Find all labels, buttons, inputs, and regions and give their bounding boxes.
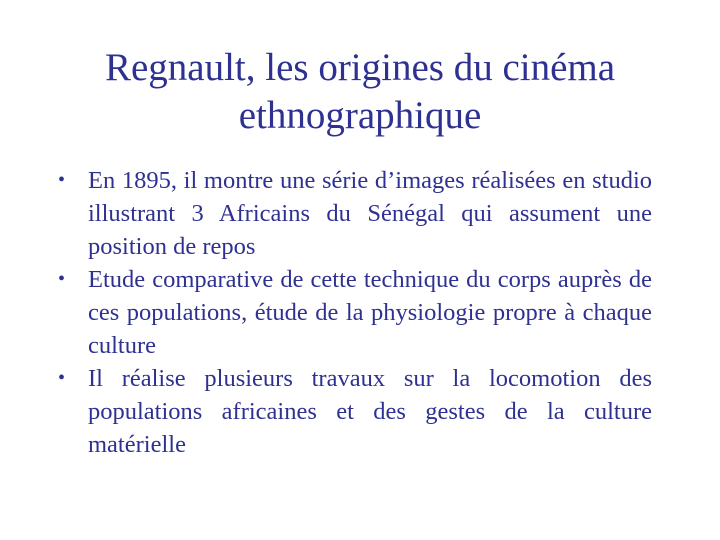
bullet-text-1: En 1895, il montre une série d’images réalisées en studio illustrant 3 Africains du Sénégal qui assument une position de repos	[88, 167, 652, 260]
bullet-icon: •	[58, 268, 66, 290]
bullet-list	[58, 164, 652, 461]
bullet-text-2: Etude comparative de cette technique du corps auprès de ces populations, étude de la physiologie propre à chaque culture	[88, 266, 652, 359]
bullet-icon: •	[58, 367, 66, 389]
bullet-item-1	[58, 164, 652, 263]
bullet-icon: •	[58, 169, 66, 191]
bullet-item-2	[58, 263, 652, 362]
bullet-text-3: Il réalise plusieurs travaux sur la locomotion des populations africaines et des gestes de la culture matérielle	[88, 365, 652, 458]
slide-title-line-2: ethnographique	[238, 93, 482, 137]
slide-title	[40, 44, 680, 140]
slide-title-line-1: Regnault, les origines du cinéma	[104, 46, 616, 89]
bullet-item-3	[58, 362, 652, 461]
